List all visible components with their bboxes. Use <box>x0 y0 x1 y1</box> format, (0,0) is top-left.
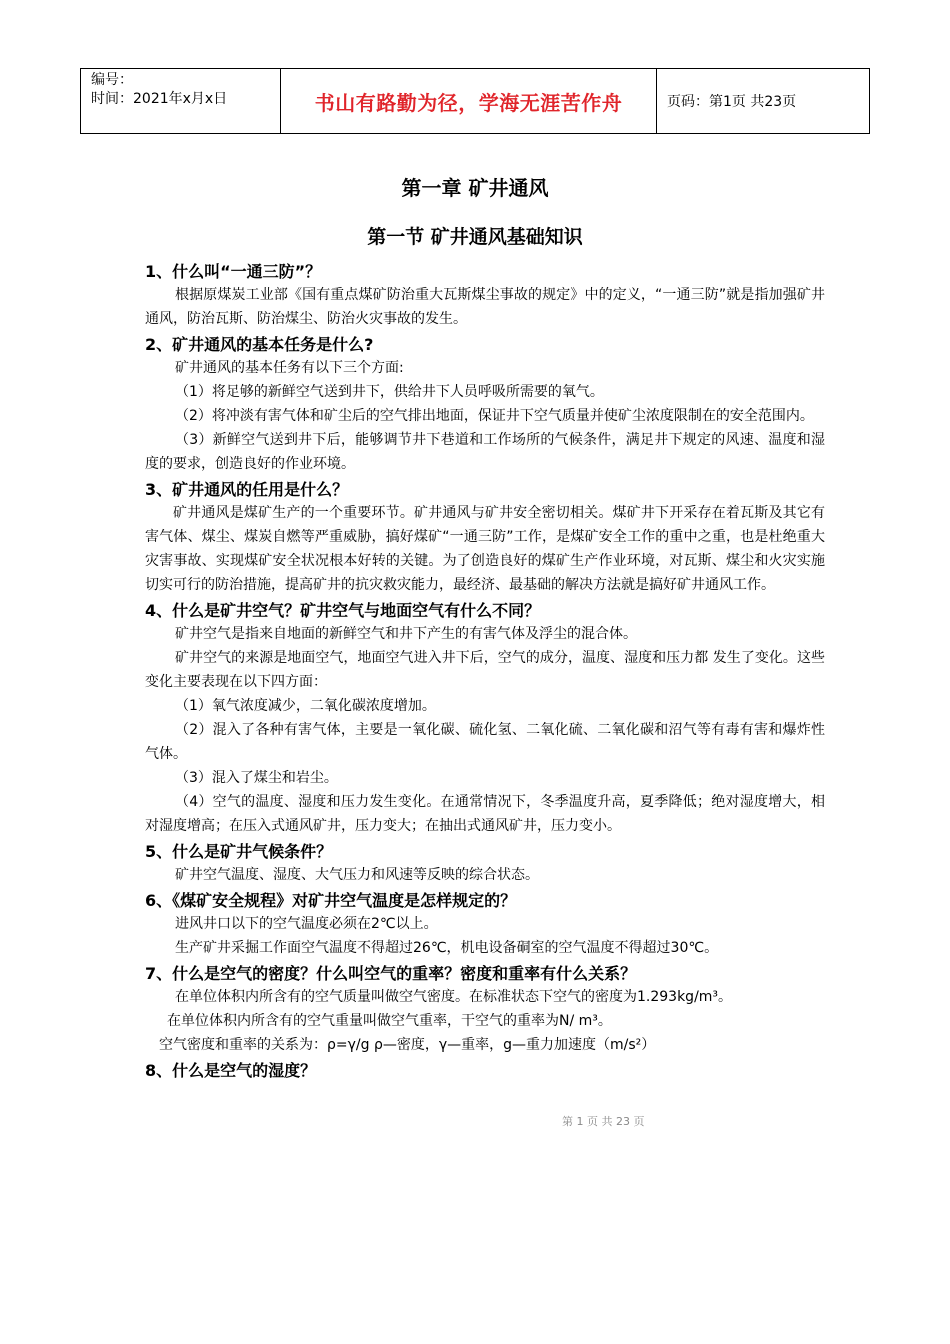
paragraph: 矿井空气的来源是地面空气，地面空气进入井下后，空气的成分，温度、湿度和压力都 发生了变化。这些变化主要表现在以下四方面： <box>145 650 825 690</box>
paragraph: 进风井口以下的空气温度必须在2℃以上。 <box>175 916 438 932</box>
question-heading: 4、什么是矿井空气？矿井空气与地面空气有什么不同？ <box>145 601 541 620</box>
paragraph: （2）将冲淡有害气体和矿尘后的空气排出地面，保证井下空气质量并使矿尘浓度限制在的安全范围内。 <box>175 408 814 424</box>
paragraph: 矿井空气是指来自地面的新鲜空气和井下产生的有害气体及浮尘的混合体。 <box>175 626 637 642</box>
question-heading: 5、什么是矿井气候条件？ <box>145 842 333 861</box>
paragraph: 矿井通风的基本任务有以下三个方面: <box>175 360 404 376</box>
question-heading: 7、什么是空气的密度？什么叫空气的重率？密度和重率有什么关系？ <box>145 964 637 983</box>
question-heading: 2、矿井通风的基本任务是什么? <box>145 335 374 354</box>
paragraph: （3）混入了煤尘和岩尘。 <box>175 770 338 786</box>
page-stamp: 第 1 页 共 23 页 <box>562 1115 645 1128</box>
paragraph: 在单位体积内所含有的空气重量叫做空气重率，干空气的重率为N/ m³。 <box>167 1013 612 1029</box>
paragraph: 矿井通风是煤矿生产的一个重要环节。矿井通风与矿井安全密切相关。煤矿井下开采存在着瓦斯及其它有害气体、煤尘、煤炭自燃等严重威胁，搞好煤矿“一通三防”工作，是煤矿安全工作的重中之重，也是杜绝重大灾害事故、实现煤矿安全状况根本好转的关键。为了创造良好的煤矿生产作业环境，对瓦斯、煤尘和火灾实施切实可行的防治措施，提高矿井的抗灾救灾能力，最经济、最基础的解决方法就是搞好矿井通风工作。 <box>145 505 825 593</box>
paragraph: （4）空气的温度、湿度和压力发生变化。在通常情况下，冬季温度升高，夏季降低；绝对湿度增大，相对湿度增高；在压入式通风矿井，压力变大；在抽出式通风矿井，压力变小。 <box>145 794 825 834</box>
question-heading: 3、矿井通风的任用是什么？ <box>145 480 349 499</box>
paragraph: （2）混入了各种有害气体，主要是一氧化碳、硫化氢、二氧化硫、二氧化碳和沼气等有毒有害和爆炸性气体。 <box>145 722 825 762</box>
section-title: 第一节 矿井通风基础知识 <box>367 226 583 248</box>
paragraph: （1）氧气浓度减少，二氧化碳浓度增加。 <box>175 698 436 714</box>
document-body <box>145 258 825 1082</box>
paragraph: 在单位体积内所含有的空气质量叫做空气密度。在标准状态下空气的密度为1.293kg/m³。 <box>175 989 733 1005</box>
paragraph: 生产矿井采掘工作面空气温度不得超过26℃，机电设备硐室的空气温度不得超过30℃。 <box>175 940 719 956</box>
question-heading: 6、《煤矿安全规程》对矿井空气温度是怎样规定的？ <box>145 891 517 910</box>
header-motto: 书山有路勤为径，学海无涯苦作舟 <box>281 69 657 133</box>
header-left-cell <box>81 69 281 133</box>
chapter-title: 第一章 矿井通风 <box>401 176 549 200</box>
header-page-info: 页码：第1页 共23页 <box>667 94 797 110</box>
code-label: 编号： <box>91 72 133 88</box>
paragraph: （3）新鲜空气送到井下后，能够调节井下巷道和工作场所的气候条件，满足井下规定的风速、温度和湿度的要求，创造良好的作业环境。 <box>145 432 825 472</box>
paragraph: （1）将足够的新鲜空气送到井下，供给井下人员呼吸所需要的氧气。 <box>175 384 604 400</box>
date-line: 时间：2021年x月x日 <box>91 91 228 107</box>
question-heading: 1、什么叫“一通三防”？ <box>145 262 322 281</box>
header-table <box>80 68 870 134</box>
paragraph: 空气密度和重率的关系为：ρ=γ/g ρ—密度，γ—重率，g—重力加速度（m/s²） <box>159 1037 656 1053</box>
question-heading: 8、什么是空气的湿度？ <box>145 1061 317 1080</box>
paragraph: 根据原煤炭工业部《国有重点煤矿防治重大瓦斯煤尘事故的规定》中的定义，“一通三防”就是指加强矿井通风，防治瓦斯、防治煤尘、防治火灾事故的发生。 <box>145 287 825 327</box>
paragraph: 矿井空气温度、湿度、大气压力和风速等反映的综合状态。 <box>175 867 539 883</box>
